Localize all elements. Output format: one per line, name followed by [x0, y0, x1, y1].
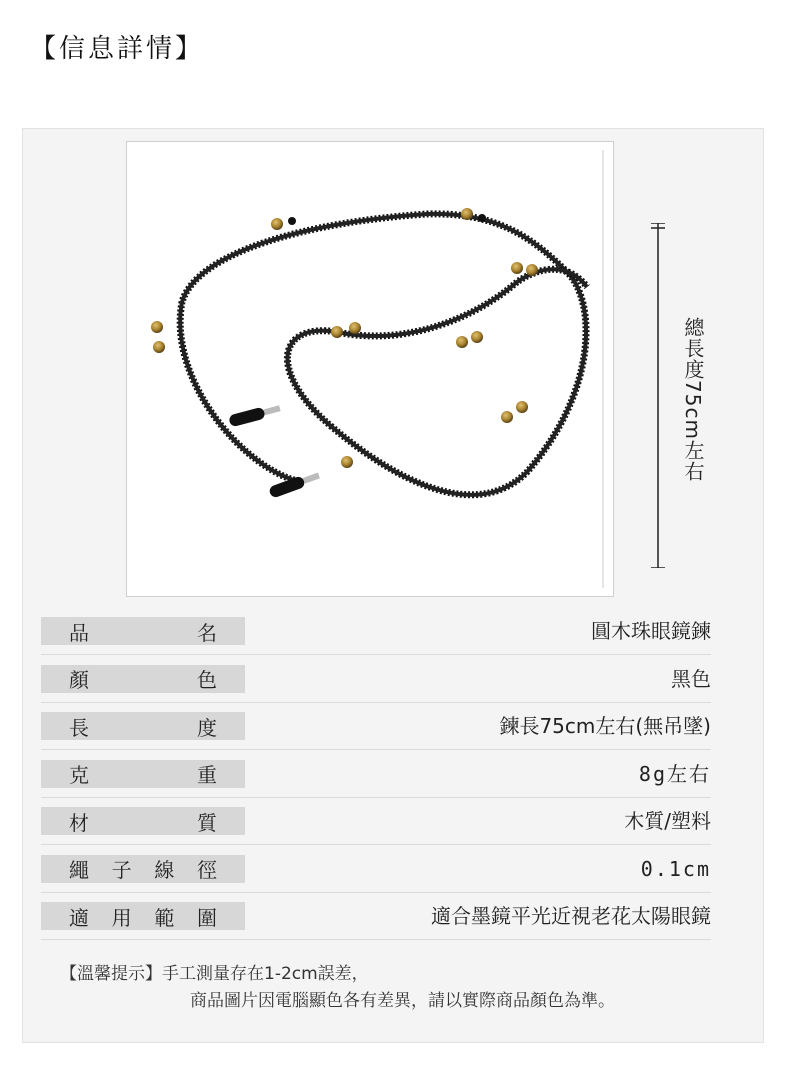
spec-label-char: 適 [69, 905, 89, 930]
spec-row [41, 902, 711, 940]
length-measurement-label: 總長度75cm左右 [681, 317, 705, 482]
dimension-line-icon [643, 223, 673, 568]
disclaimer-prefix: 【溫馨提示】 [60, 964, 162, 984]
page-heading: 【信息詳情】 [30, 34, 205, 64]
spec-value: 適合墨鏡平光近視老花太陽眼鏡 [431, 904, 711, 928]
spec-row [41, 712, 711, 750]
length-measurement [643, 223, 713, 568]
spec-label [41, 855, 245, 883]
spec-value: 8g左右 [638, 761, 711, 786]
spec-value: 0.1cm [640, 856, 711, 881]
spec-label-char: 度 [197, 715, 217, 740]
spec-value: 黑色 [671, 666, 711, 691]
spec-row [41, 617, 711, 655]
spec-label-char: 名 [197, 620, 217, 645]
spec-row [41, 665, 711, 703]
product-photo [126, 141, 614, 597]
spec-row [41, 855, 711, 893]
spec-value: 鍊長75cm左右(無吊墜) [499, 714, 711, 738]
disclaimer-line-2: 商品圖片因電腦顯色各有差異，請以實際商品顏色為準。 [190, 991, 615, 1011]
beaded-chain-image [127, 142, 613, 596]
disclaimer-line-1: 手工測量存在1-2cm誤差， [162, 964, 369, 984]
spec-label-char: 徑 [196, 858, 217, 882]
spec-label-char: 品 [69, 620, 89, 645]
spec-row [41, 760, 711, 798]
disclaimer-note [60, 961, 760, 1015]
spec-label-char: 子 [111, 858, 132, 882]
detail-panel [22, 128, 764, 1043]
spec-value: 木質/塑料 [624, 809, 711, 833]
spec-label-char: 質 [197, 810, 217, 835]
spec-table [41, 617, 711, 950]
spec-label-char: 線 [154, 858, 175, 882]
spec-label-char: 材 [69, 810, 89, 835]
spec-label-char: 長 [69, 715, 89, 740]
spec-label-char: 克 [69, 763, 89, 787]
spec-label-char: 重 [197, 763, 217, 787]
spec-label-char: 顏 [69, 668, 89, 692]
spec-row [41, 807, 711, 845]
spec-label [41, 807, 245, 835]
spec-label [41, 902, 245, 930]
spec-label [41, 712, 245, 740]
spec-label-char: 圍 [196, 905, 217, 930]
spec-label-char: 用 [111, 905, 132, 930]
spec-value: 圓木珠眼鏡鍊 [591, 619, 711, 643]
spec-label-char: 色 [197, 668, 217, 692]
spec-label [41, 760, 245, 788]
spec-label [41, 617, 245, 645]
spec-label-char: 範 [154, 905, 175, 930]
spec-label [41, 665, 245, 693]
spec-label-char: 繩 [69, 858, 89, 882]
